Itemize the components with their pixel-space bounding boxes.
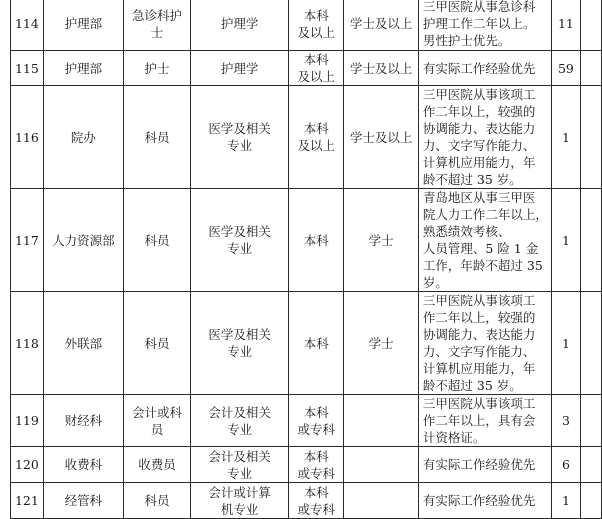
row-number-cell: 116 — [11, 86, 44, 189]
degree-cell: 学士及以上 — [344, 86, 419, 189]
degree-cell — [344, 483, 419, 519]
requirements-cell-line: 青岛地区从事三甲医 — [422, 190, 536, 205]
table-row — [11, 189, 602, 292]
department-cell: 护理部 — [43, 51, 123, 86]
education-cell-line: 本科 — [303, 52, 329, 67]
position-cell: 会计或科员 — [124, 395, 191, 447]
note-cell — [580, 395, 601, 447]
job-table-body — [11, 0, 602, 519]
note-cell — [580, 189, 601, 292]
department-cell: 财经科 — [43, 395, 123, 447]
requirements-cell-line: 护理工作二年以上。 — [422, 16, 536, 31]
major-cell-line: 护理学 — [220, 60, 259, 76]
education-cell — [289, 395, 344, 447]
major-cell-line: 医学及相关 — [208, 121, 271, 136]
position-cell: 科员 — [124, 189, 191, 292]
education-cell — [289, 86, 344, 189]
requirements-cell — [418, 0, 551, 51]
education-cell — [289, 0, 344, 51]
position-cell: 护士 — [124, 51, 191, 86]
requirements-cell — [418, 189, 551, 292]
education-cell-line: 及以上 — [297, 69, 335, 84]
department-cell: 护理部 — [43, 0, 123, 51]
requirements-cell-line: 院人力工作二年以上， — [422, 207, 548, 222]
major-cell — [191, 292, 289, 395]
major-cell-line: 机专业 — [220, 501, 259, 517]
requirements-cell-line: 有实际工作经验优先 — [422, 457, 536, 472]
major-cell-line: 护理学 — [220, 16, 259, 31]
requirements-cell — [418, 292, 551, 395]
education-cell-line: 本科 — [303, 404, 329, 420]
requirements-cell-line: 男性护士优先。 — [422, 33, 511, 48]
degree-cell: 学士 — [344, 189, 419, 292]
position-cell: 科员 — [124, 86, 191, 189]
headcount-cell: 3 — [551, 395, 580, 447]
major-cell — [191, 483, 289, 519]
note-cell — [580, 51, 601, 86]
position-cell: 急诊科护士 — [124, 0, 191, 51]
headcount-cell: 11 — [551, 0, 580, 51]
table-row — [11, 447, 602, 483]
row-number-cell: 120 — [11, 447, 44, 483]
education-cell-line: 及以上 — [297, 138, 335, 153]
education-cell-line: 本科 — [303, 7, 329, 23]
table-row — [11, 86, 602, 189]
note-cell — [580, 86, 601, 189]
requirements-cell-line: 三甲医院从事该项工 — [422, 396, 536, 411]
note-cell — [580, 483, 601, 519]
headcount-cell: 1 — [551, 483, 580, 519]
education-cell-line: 或专科 — [297, 465, 335, 481]
major-cell-line: 医学及相关 — [208, 224, 271, 239]
note-cell — [580, 0, 601, 51]
major-cell-line: 专业 — [227, 344, 253, 359]
requirements-cell-line: 人员管理、5 险 1 金 — [422, 241, 539, 256]
major-cell — [191, 51, 289, 86]
department-cell: 外联部 — [43, 292, 123, 395]
row-number-cell: 115 — [11, 51, 44, 86]
degree-cell — [344, 395, 419, 447]
requirements-cell-line: 龄不超过 35 岁。 — [422, 378, 522, 393]
education-cell — [289, 483, 344, 519]
education-cell-line: 本科 — [303, 121, 329, 136]
education-cell-line: 本科 — [303, 232, 329, 248]
requirements-cell-line: 计算机应用能力，年 — [422, 155, 536, 170]
table-row — [11, 0, 602, 51]
education-cell-line: 本科 — [303, 484, 329, 500]
education-cell-line: 或专科 — [297, 501, 335, 517]
major-cell-line: 医学及相关 — [208, 327, 271, 342]
requirements-cell — [418, 447, 551, 483]
requirements-cell-line: 熟悉绩效考核、 — [422, 224, 511, 239]
note-cell — [580, 447, 601, 483]
requirements-cell — [418, 51, 551, 86]
major-cell-line: 专业 — [227, 421, 253, 437]
row-number-cell: 114 — [11, 0, 44, 51]
major-cell — [191, 189, 289, 292]
table-row — [11, 483, 602, 519]
major-cell-line: 会计及相关 — [208, 404, 271, 420]
education-cell — [289, 447, 344, 483]
major-cell-line: 专业 — [227, 241, 253, 256]
education-cell — [289, 51, 344, 86]
headcount-cell: 1 — [551, 86, 580, 189]
requirements-cell-line: 工作，年龄不超过 35 — [422, 258, 543, 273]
degree-cell — [344, 447, 419, 483]
note-cell — [580, 292, 601, 395]
requirements-cell-line: 龄不超过 35 岁。 — [422, 172, 522, 187]
degree-cell: 学士 — [344, 292, 419, 395]
table-row — [11, 395, 602, 447]
requirements-cell — [418, 483, 551, 519]
requirements-cell — [418, 395, 551, 447]
major-cell-line: 专业 — [227, 465, 253, 481]
requirements-cell-line: 作二年以上，较强的 — [422, 104, 536, 119]
row-number-cell: 121 — [11, 483, 44, 519]
major-cell — [191, 0, 289, 51]
requirements-cell-line: 三甲医院从事该项工 — [422, 293, 536, 308]
requirements-cell-line: 力、文字写作能力、 — [422, 138, 536, 153]
education-cell-line: 本科 — [303, 335, 329, 351]
position-cell: 收费员 — [124, 447, 191, 483]
requirements-cell-line: 作二年以上，具有会 — [422, 413, 536, 428]
requirements-cell-line: 协调能力、表达能力 — [422, 327, 536, 342]
headcount-cell: 1 — [551, 292, 580, 395]
requirements-cell-line: 协调能力、表达能力 — [422, 121, 536, 136]
major-cell-line: 会计或计算 — [208, 484, 271, 500]
job-table — [10, 0, 602, 519]
major-cell-line: 会计及相关 — [208, 448, 271, 464]
table-row — [11, 292, 602, 395]
requirements-cell-line: 计算机应用能力，年 — [422, 361, 536, 376]
major-cell — [191, 395, 289, 447]
row-number-cell: 118 — [11, 292, 44, 395]
requirements-cell — [418, 86, 551, 189]
requirements-cell-line: 作二年以上，较强的 — [422, 310, 536, 325]
degree-cell: 学士及以上 — [344, 0, 419, 51]
education-cell — [289, 189, 344, 292]
major-cell — [191, 86, 289, 189]
position-cell: 科员 — [124, 483, 191, 519]
department-cell: 经管科 — [43, 483, 123, 519]
position-cell: 科员 — [124, 292, 191, 395]
headcount-cell: 6 — [551, 447, 580, 483]
major-cell-line: 专业 — [227, 138, 253, 153]
requirements-cell-line: 岁。 — [422, 275, 448, 290]
requirements-cell-line: 三甲医院从事急诊科 — [422, 0, 536, 14]
requirements-cell-line: 有实际工作经验优先 — [422, 60, 536, 76]
requirements-cell-line: 力、文字写作能力、 — [422, 344, 536, 359]
education-cell — [289, 292, 344, 395]
row-number-cell: 117 — [11, 189, 44, 292]
row-number-cell: 119 — [11, 395, 44, 447]
requirements-cell-line: 有实际工作经验优先 — [422, 493, 536, 508]
headcount-cell: 59 — [551, 51, 580, 86]
degree-cell: 学士及以上 — [344, 51, 419, 86]
department-cell: 院办 — [43, 86, 123, 189]
education-cell-line: 或专科 — [297, 421, 335, 437]
requirements-cell-line: 三甲医院从事该项工 — [422, 87, 536, 102]
education-cell-line: 及以上 — [297, 24, 335, 40]
education-cell-line: 本科 — [303, 448, 329, 464]
headcount-cell: 1 — [551, 189, 580, 292]
major-cell — [191, 447, 289, 483]
requirements-cell-line: 计资格证。 — [422, 430, 486, 445]
table-row — [11, 51, 602, 86]
department-cell: 收费科 — [43, 447, 123, 483]
department-cell: 人力资源部 — [43, 189, 123, 292]
